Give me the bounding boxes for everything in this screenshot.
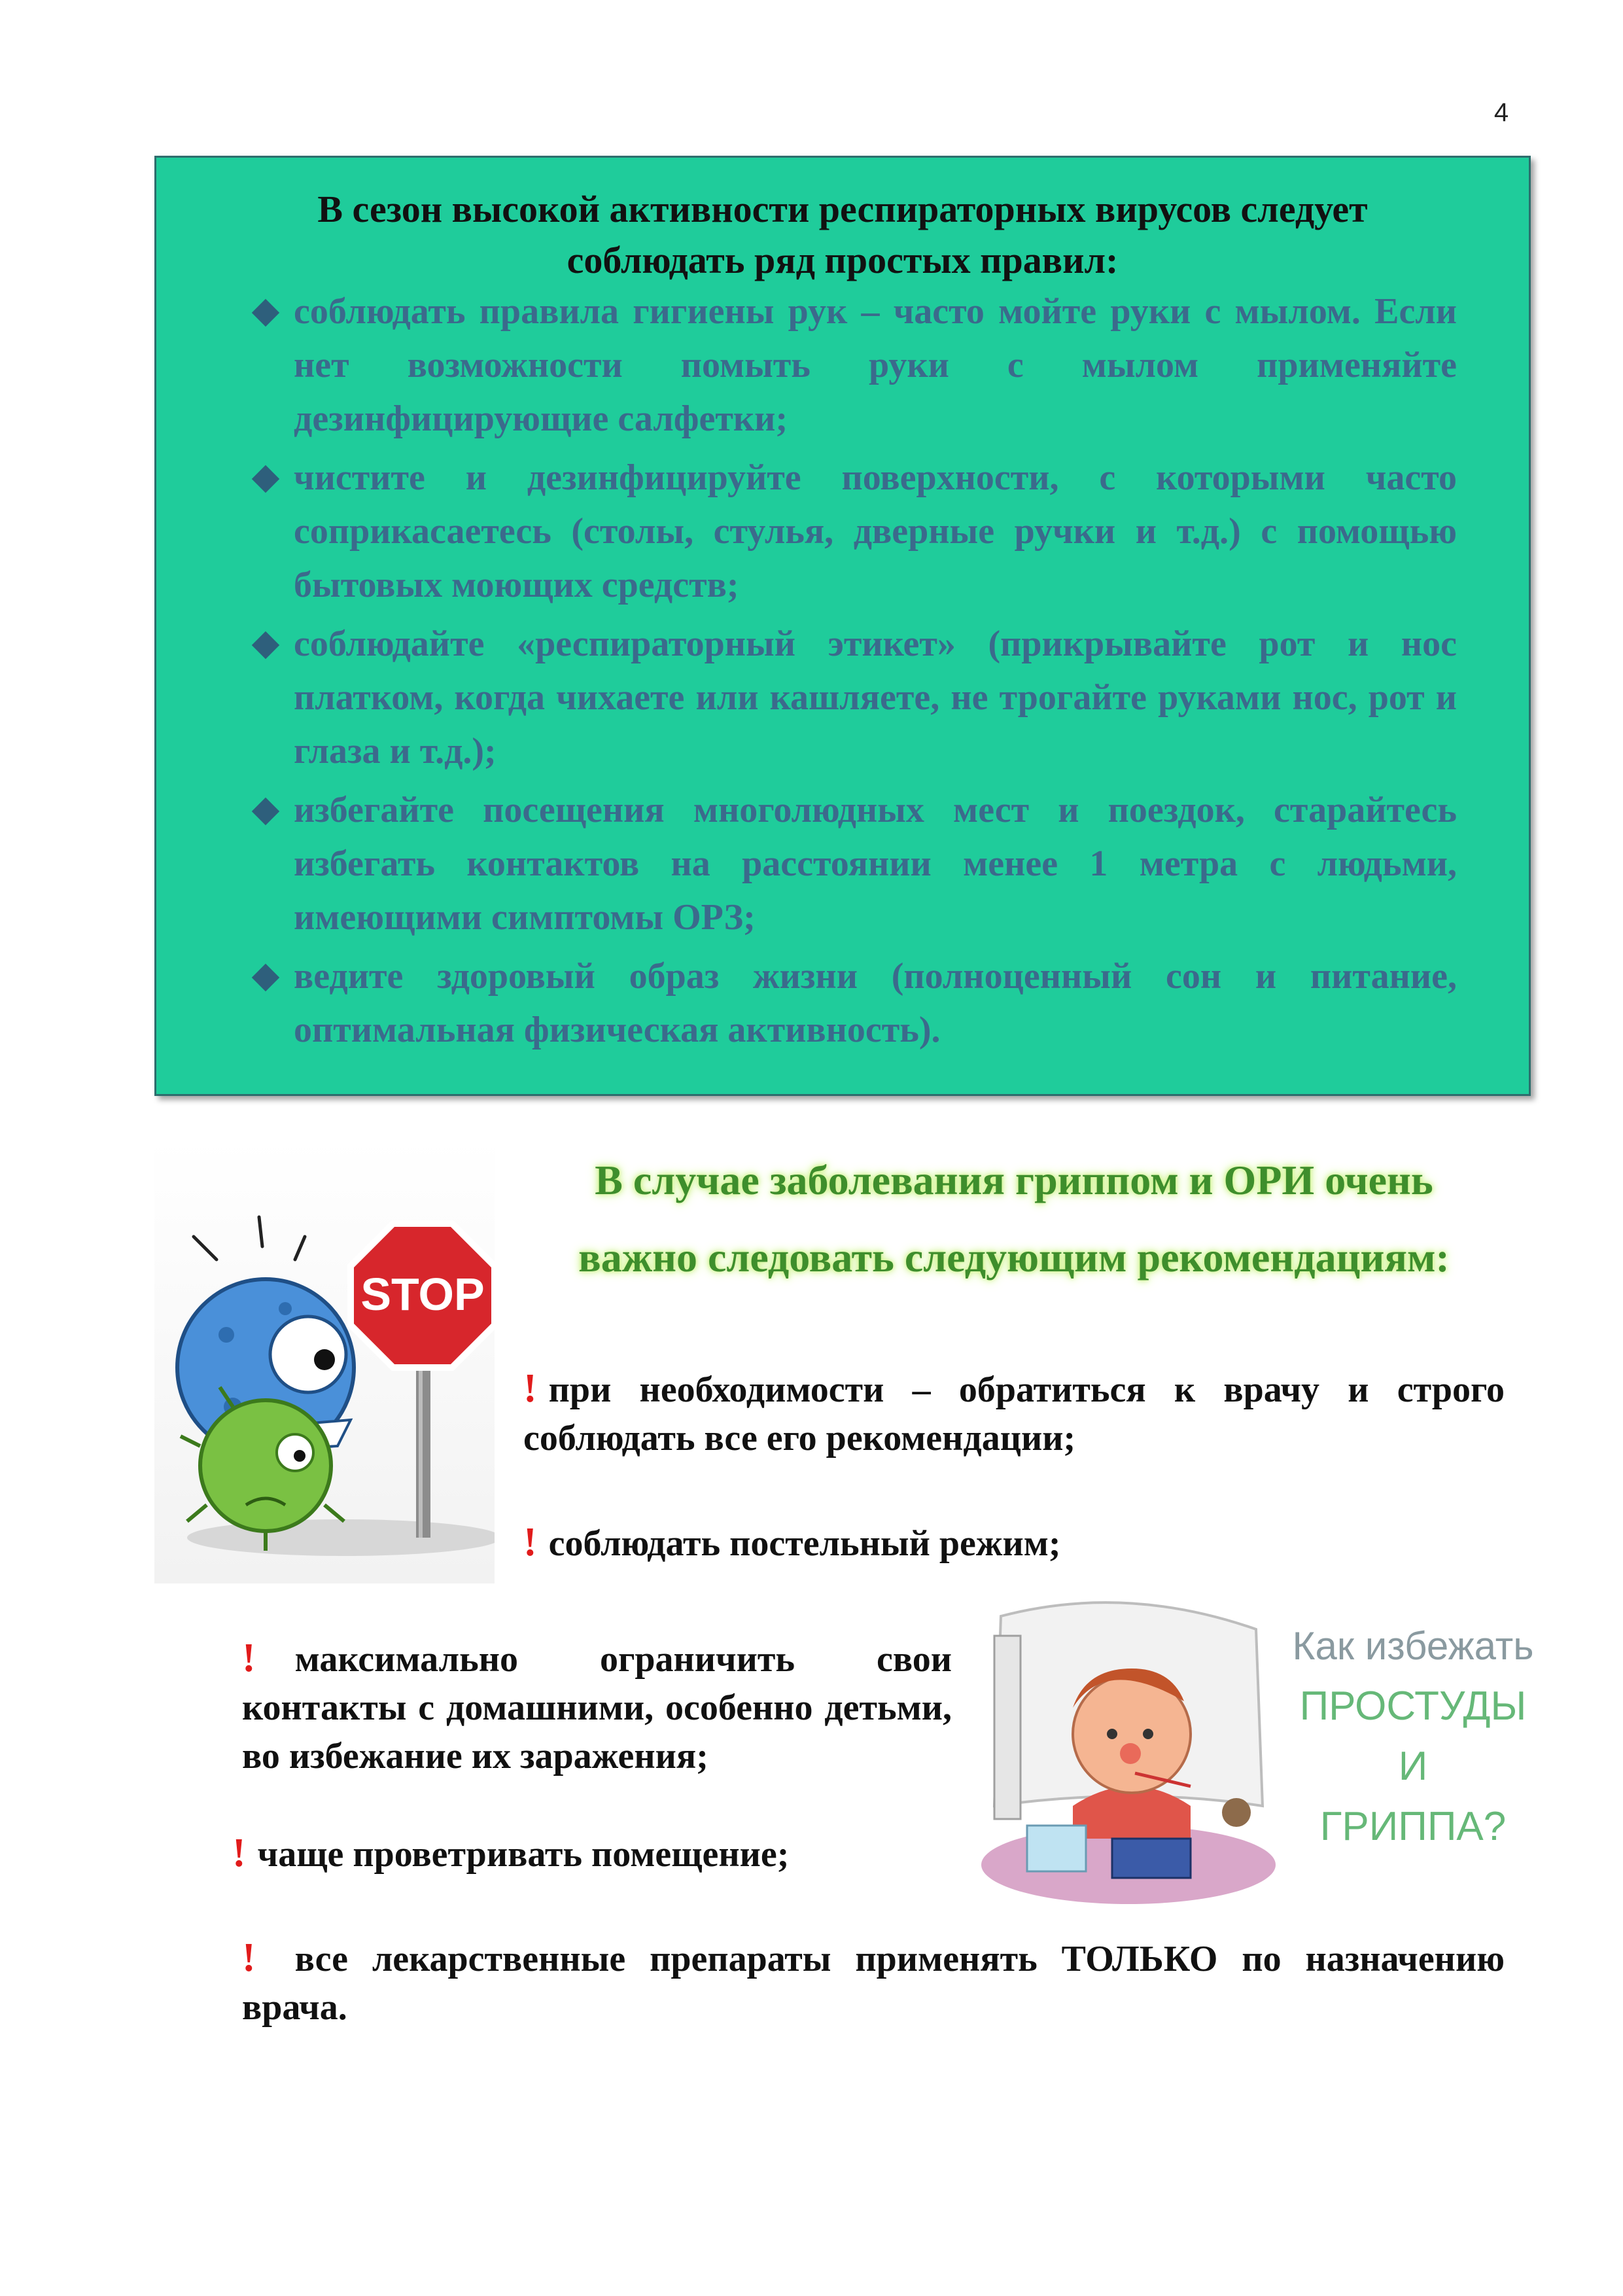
diamond-bullet-icon <box>252 465 279 493</box>
rules-box <box>154 156 1531 1096</box>
rules-list <box>248 285 1457 1062</box>
book-icon <box>1112 1839 1191 1878</box>
virus-stop-illustration <box>154 1139 495 1583</box>
exclamation-icon: ! <box>523 1366 537 1411</box>
rule-text: ведите здоровый образ жизни (полноценный сон и питание, оптимальная физическая активность). <box>294 956 1457 1050</box>
recommendation-text: все лекарственные препараты применять ТОЛЬКО по назначению врача. <box>242 1939 1505 2028</box>
rule-item <box>248 451 1457 612</box>
rule-item <box>248 783 1457 944</box>
teddy-bear-icon <box>1222 1798 1251 1827</box>
rule-text: чистите и дезинфицируйте поверхности, с которыми часто соприкасаетесь (столы, стулья, дверные ручки и т.д.) с помощью бытовых моющих средств; <box>294 457 1457 605</box>
virus-stop-drawing <box>154 1139 495 1583</box>
flu-heading <box>523 1142 1505 1296</box>
exclamation-icon: ! <box>242 1636 256 1680</box>
rule-text: соблюдать правила гигиены рук – часто мойте руки с мылом. Если нет возможности помыть руки с мылом применяйте дезинфицирующие салфетки; <box>294 291 1457 439</box>
side-caption-line-1: Как избежать <box>1292 1624 1534 1668</box>
exclamation-icon: ! <box>523 1520 537 1564</box>
tissue-box-icon <box>1027 1826 1086 1871</box>
side-caption-line-2: ПРОСТУДЫ <box>1299 1684 1527 1729</box>
exclamation-icon: ! <box>232 1831 246 1875</box>
recommendation-text: при необходимости – обратиться к врачу и строго соблюдать все его рекомендации; <box>523 1369 1505 1458</box>
green-virus-icon <box>200 1400 331 1531</box>
rule-item <box>248 617 1457 778</box>
recommendation-text: чаще проветривать помещение; <box>257 1834 790 1875</box>
recommendation-item <box>232 1829 1017 1879</box>
rule-text: избегайте посещения многолюдных мест и поездок, старайтесь избегать контактов на расстоянии менее 1 метра с людьми, имеющими симптомы ОРЗ; <box>294 790 1457 938</box>
stop-sign-label: STOP <box>360 1269 485 1320</box>
recommendation-item <box>523 1518 1505 1568</box>
rules-title-line-2: соблюдать ряд простых правил: <box>567 239 1119 281</box>
side-caption <box>1282 1616 1544 1857</box>
sick-child-drawing <box>975 1590 1282 1904</box>
rule-text: соблюдайте «респираторный этикет» (прикрывайте рот и нос платком, когда чихаете или кашляете, не трогайте руками нос, рот и глаза и т.д.); <box>294 624 1457 771</box>
recommendation-text: максимально ограничить свои контакты с домашними, особенно детьми, во избежание их заражения; <box>242 1639 952 1776</box>
page-number: 4 <box>1493 98 1509 127</box>
diamond-bullet-icon <box>252 299 279 327</box>
flu-heading-line-2: важно следовать следующим рекомендациям: <box>578 1234 1450 1280</box>
side-caption-line-3: И <box>1398 1744 1428 1789</box>
rules-title <box>156 184 1529 286</box>
rule-item <box>248 949 1457 1057</box>
flu-heading-line-1: В случае заболевания гриппом и ОРИ очень <box>595 1157 1433 1203</box>
rule-item <box>248 285 1457 446</box>
diamond-bullet-icon <box>252 631 279 659</box>
recommendation-item <box>523 1364 1505 1462</box>
rules-title-line-1: В сезон высокой активности респираторных вирусов следует <box>317 188 1368 230</box>
recommendation-item <box>242 1934 1505 2032</box>
side-caption-line-4: ГРИППА? <box>1319 1804 1507 1849</box>
diamond-bullet-icon <box>252 798 279 825</box>
recommendation-item <box>242 1634 952 1780</box>
diamond-bullet-icon <box>252 964 279 991</box>
exclamation-icon: ! <box>242 1935 256 1980</box>
recommendation-text: соблюдать постельный режим; <box>548 1523 1061 1564</box>
